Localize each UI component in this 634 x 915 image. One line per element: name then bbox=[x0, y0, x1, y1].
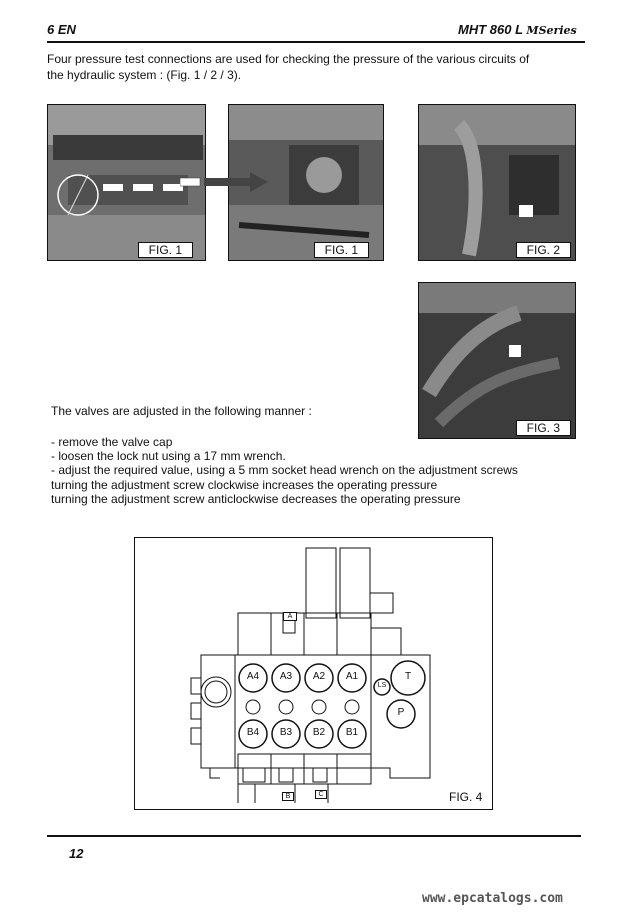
test-port-c: C bbox=[315, 790, 327, 799]
series-name: MSeries bbox=[526, 24, 577, 37]
adjust-intro: The valves are adjusted in the following manner : bbox=[51, 404, 312, 418]
photo-fig3 bbox=[418, 282, 576, 439]
port-b4: B4 bbox=[246, 727, 260, 738]
port-a3: A3 bbox=[279, 671, 293, 682]
footer-rule bbox=[47, 835, 581, 837]
page-number: 12 bbox=[69, 846, 84, 861]
photo-fig2 bbox=[418, 104, 576, 261]
adjust-step-5: turning the adjustment screw anticlockwise decreases the operating pressure bbox=[51, 492, 461, 506]
model-name: MHT 860 L bbox=[458, 22, 523, 37]
arrow-icon bbox=[180, 170, 270, 194]
adjust-step-3: - adjust the required value, using a 5 mm socket head wrench on the adjustment screws bbox=[51, 463, 518, 477]
port-t: T bbox=[404, 671, 412, 682]
adjust-step-2: - loosen the lock nut using a 17 mm wrench. bbox=[51, 449, 286, 463]
intro-line-1: Four pressure test connections are used for checking the pressure of the various circuits of bbox=[47, 52, 530, 66]
port-p: P bbox=[397, 707, 405, 718]
port-b3: B3 bbox=[279, 727, 293, 738]
fig2-label: FIG. 2 bbox=[516, 242, 571, 258]
watermark: www.epcatalogs.com bbox=[422, 891, 563, 906]
fig4-label: FIG. 4 bbox=[449, 790, 483, 804]
test-port-b: B bbox=[282, 792, 294, 801]
fig1a-label: FIG. 1 bbox=[138, 242, 193, 258]
test-port-a: A bbox=[283, 612, 297, 621]
fig3-label: FIG. 3 bbox=[516, 420, 571, 436]
intro-line-2: the hydraulic system : (Fig. 1 / 2 / 3). bbox=[47, 68, 242, 82]
port-ls: LS bbox=[377, 682, 387, 689]
adjust-step-1: - remove the valve cap bbox=[51, 435, 173, 449]
page-code: 6 EN bbox=[47, 22, 76, 37]
port-a4: A4 bbox=[246, 671, 260, 682]
port-a1: A1 bbox=[345, 671, 359, 682]
fig1b-label: FIG. 1 bbox=[314, 242, 369, 258]
model-title bbox=[458, 22, 577, 37]
port-a2: A2 bbox=[312, 671, 326, 682]
adjust-step-4: turning the adjustment screw clockwise increases the operating pressure bbox=[51, 478, 438, 492]
fig4-diagram bbox=[134, 537, 493, 810]
header-rule bbox=[47, 41, 585, 43]
port-b1: B1 bbox=[345, 727, 359, 738]
port-b2: B2 bbox=[312, 727, 326, 738]
